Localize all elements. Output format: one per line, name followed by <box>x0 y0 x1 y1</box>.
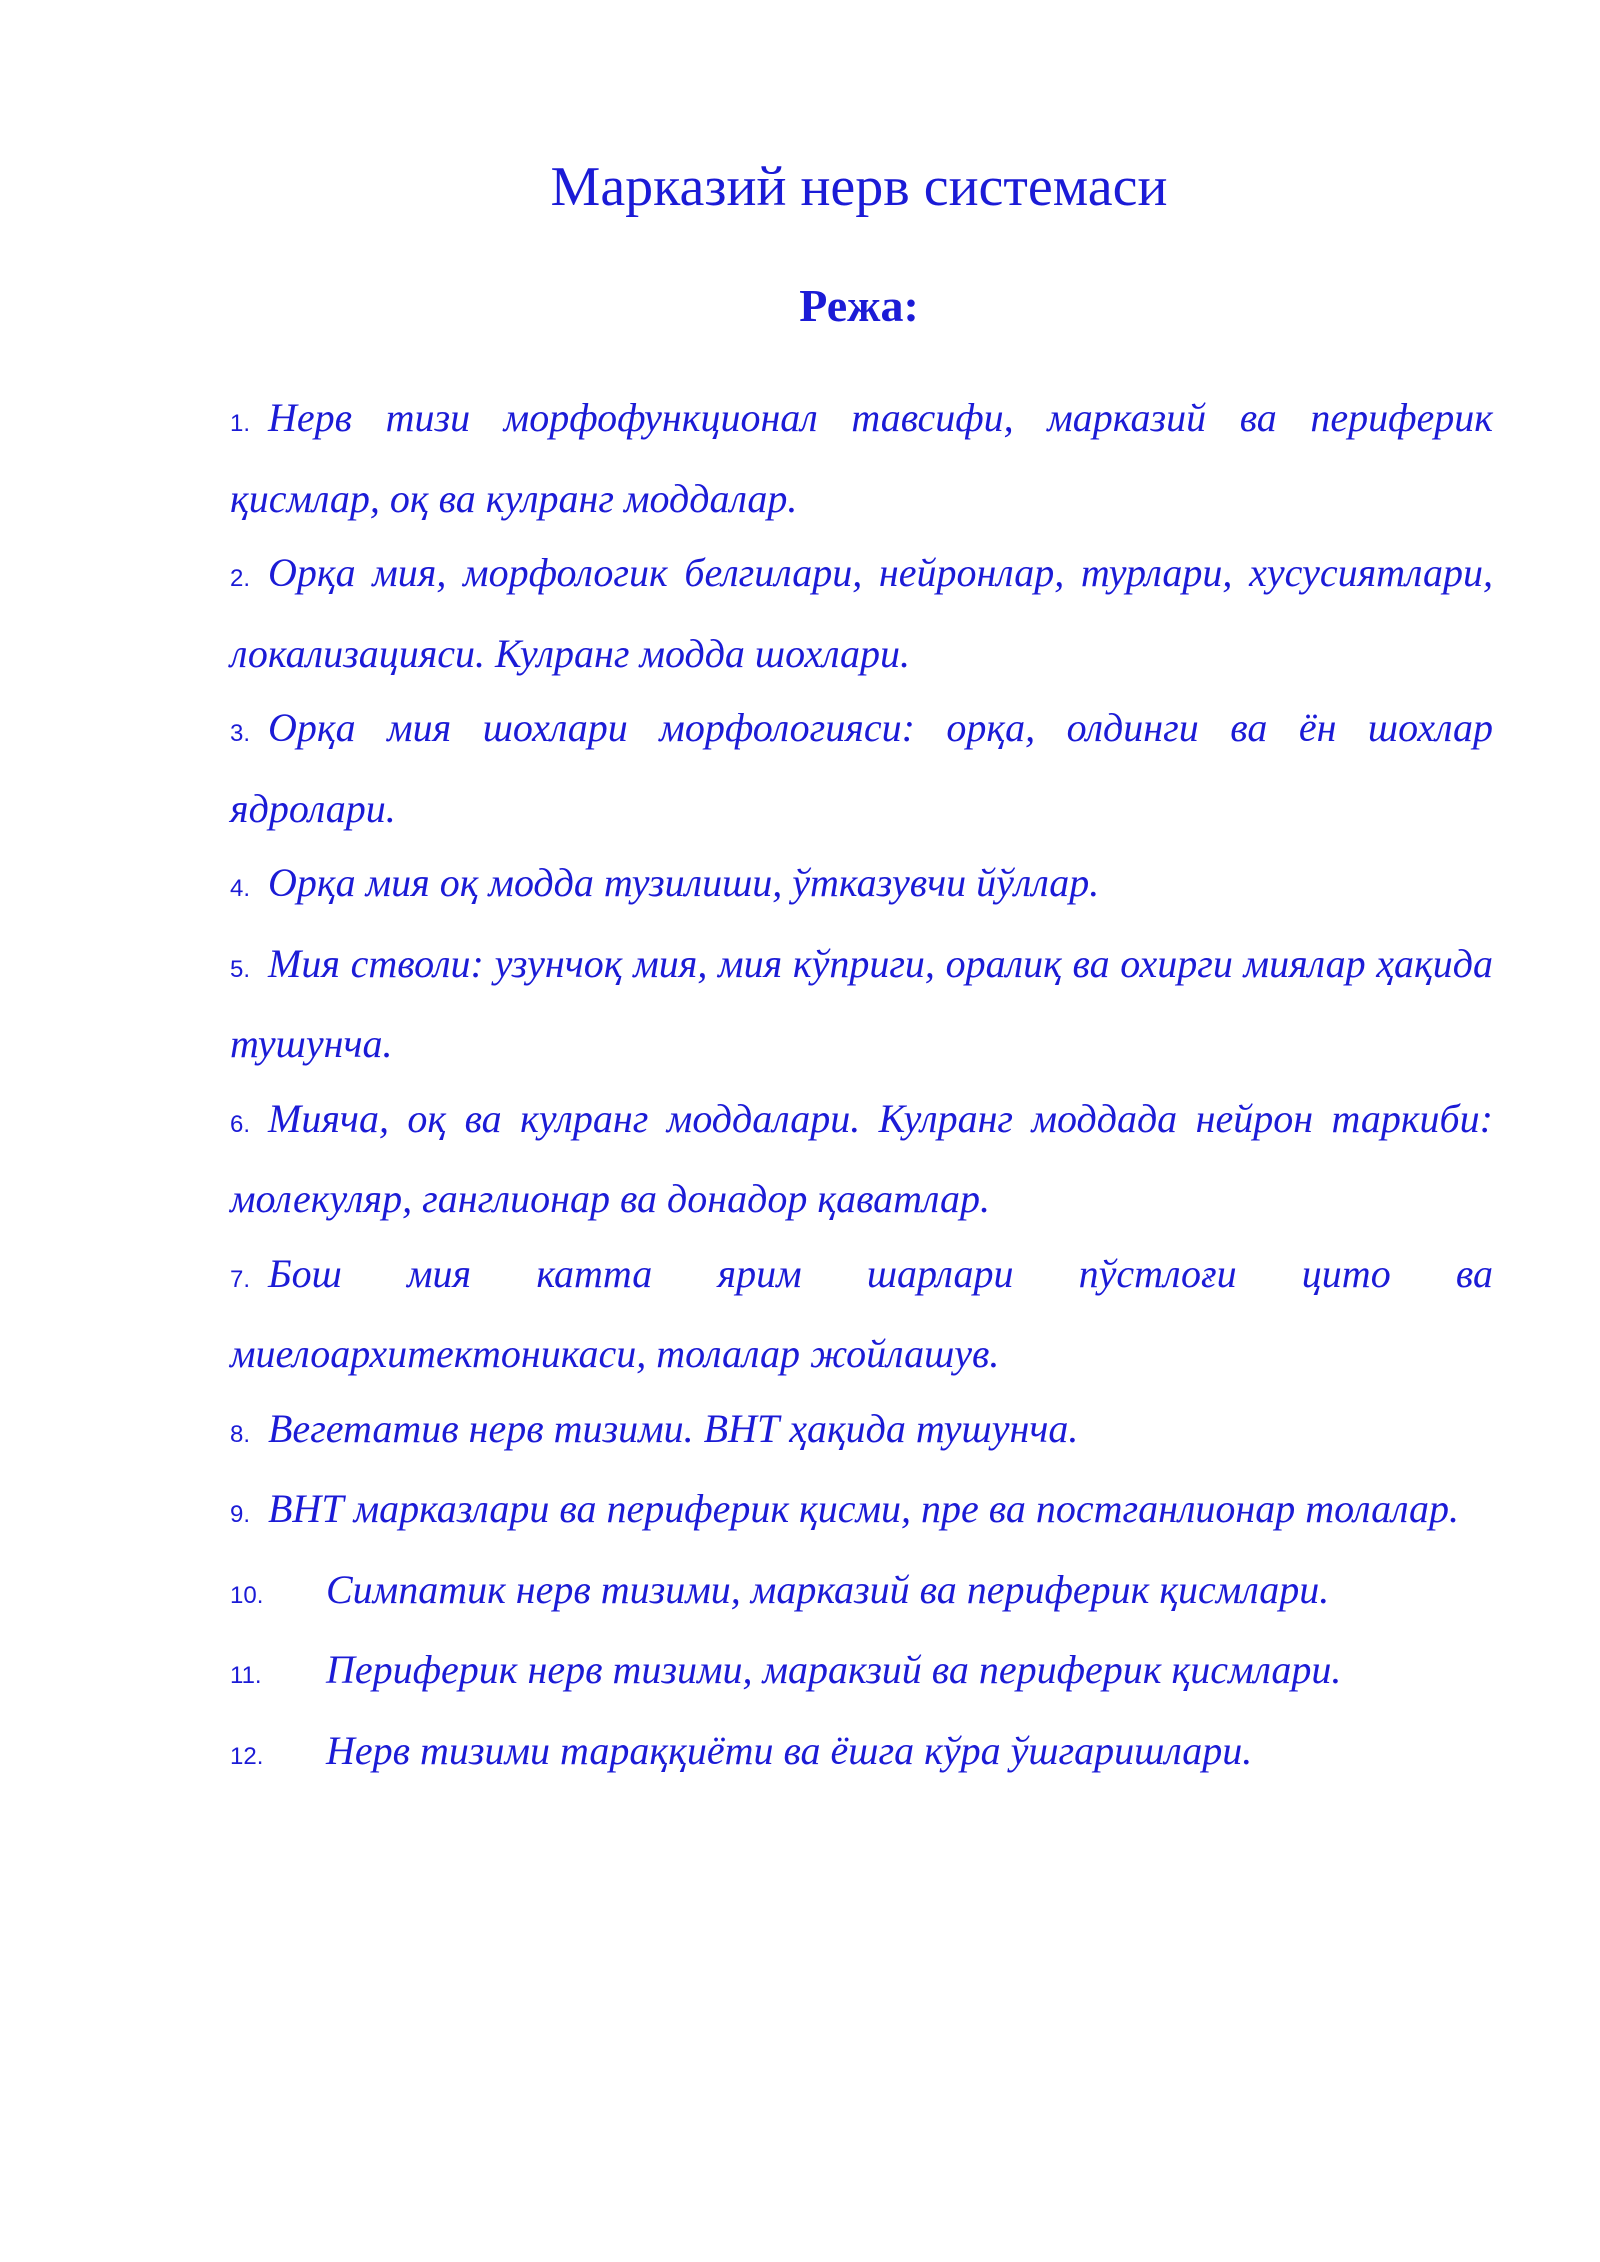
list-item-text: Периферик нерв тизими, маракзий ва периферик қисмлари. <box>326 1647 1342 1692</box>
list-item-text: Нерв тизи морфофункционал тавсифи, марказий ва периферик қисмлар, оқ ва кулранг моддалар. <box>230 395 1493 521</box>
list-item-text: Мияча, оқ ва кулранг моддалари. Кулранг моддада нейрон таркиби: молекуляр, ганглионар ва донадор қаватлар. <box>230 1095 1493 1221</box>
plan-heading: Режа: <box>799 280 919 331</box>
list-item-text: Нерв тизими тараққиёти ва ёшга кўра ўшгаришлари. <box>326 1727 1253 1773</box>
list-item-text: Орқа мия, морфологик белгилари, нейронлар, турлари, хусусиятлари, локализацияси. Кулранг модда шохлари. <box>230 550 1493 676</box>
list-item-number: 12. <box>230 1742 264 1770</box>
list-item <box>230 1553 1493 1634</box>
list-item-number: 2. <box>230 565 251 592</box>
list-item <box>230 1237 1493 1392</box>
list-item-number: 7. <box>230 1265 251 1293</box>
list-item-number: 9. <box>230 1501 251 1528</box>
list-item <box>230 1472 1493 1553</box>
plan-list <box>230 381 1493 1794</box>
list-item-text: ВНТ марказлари ва периферик қисми, пре ва постганлионар толалар. <box>268 1486 1460 1531</box>
list-item-text: Мия стволи: узунчоқ мия, мия кўприги, оралиқ ва охирги миялар ҳақида тушунча. <box>230 940 1493 1066</box>
list-item <box>230 927 1493 1082</box>
list-item <box>230 691 1493 846</box>
list-item-number: 10. <box>230 1581 264 1609</box>
list-item-text: Бош мия катта ярим шарлари пўстлоғи цито ва миелоархитектоникаси, толалар жойлашув. <box>230 1250 1493 1376</box>
list-item-text: Орқа мия оқ модда тузилиши, ўтказувчи йўллар. <box>268 860 1100 905</box>
list-item-number: 11. <box>230 1662 262 1689</box>
list-item <box>230 1082 1493 1237</box>
list-item-number: 8. <box>230 1420 251 1448</box>
list-item <box>230 1392 1493 1473</box>
list-item-number: 6. <box>230 1110 251 1138</box>
list-item-number: 1. <box>230 410 251 437</box>
list-item <box>230 1633 1493 1714</box>
list-item-number: 5. <box>230 955 251 983</box>
list-item-number: 4. <box>230 875 251 902</box>
list-item <box>230 536 1493 691</box>
list-item <box>230 381 1493 536</box>
list-item-text: Вегетатив нерв тизими. ВНТ ҳақида тушунча. <box>268 1405 1079 1451</box>
list-item-number: 3. <box>230 720 251 747</box>
list-item-text: Орқа мия шохлари морфологияси: орқа, олдинги ва ён шохлар ядролари. <box>230 705 1493 831</box>
list-item-text: Симпатик нерв тизими, марказий ва периферик қисмлари. <box>326 1566 1330 1612</box>
list-item <box>230 846 1493 927</box>
list-item <box>230 1714 1493 1795</box>
document-title: Марказий нерв системаси <box>550 156 1168 218</box>
